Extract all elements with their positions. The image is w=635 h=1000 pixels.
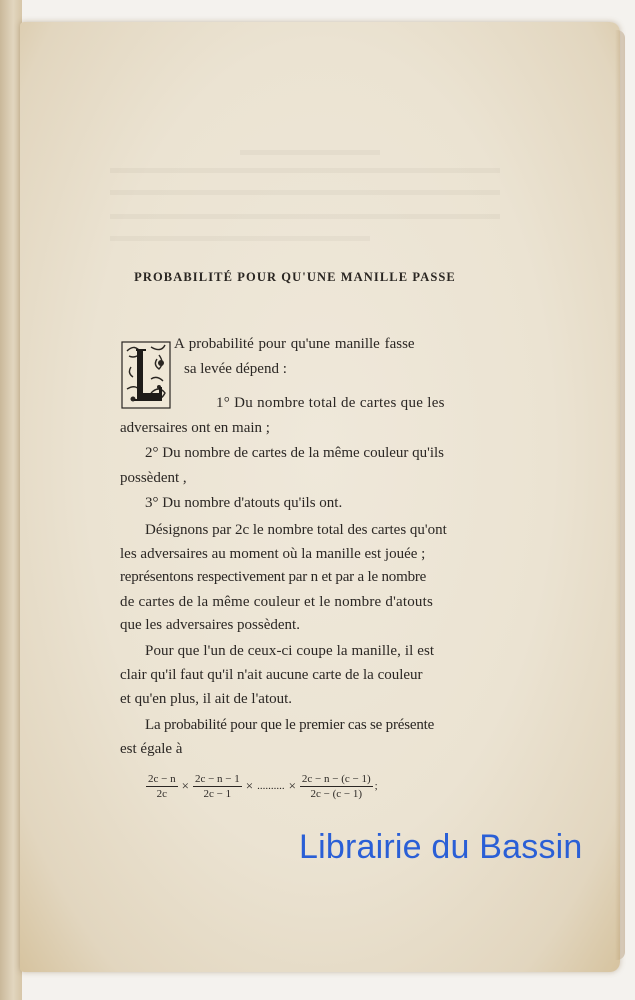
text-line: est égale à xyxy=(120,741,183,757)
text-line: que les adversaires possèdent. xyxy=(120,617,300,633)
ornamental-dropcap-l-icon xyxy=(121,341,171,409)
text-line: 1° Du nombre total de cartes que les xyxy=(216,395,445,411)
fraction xyxy=(146,773,178,800)
text-line: Pour que l'un de ceux-ci coupe la manille, il est xyxy=(145,643,435,659)
text-line: et qu'en plus, il ait de l'atout. xyxy=(120,691,293,707)
fraction-numerator: 2c − n − (c − 1) xyxy=(301,772,371,785)
fraction-denominator: 2c xyxy=(156,787,167,800)
fraction xyxy=(193,773,242,800)
fraction-numerator: 2c − n − 1 xyxy=(194,772,240,785)
show-through-line xyxy=(110,236,370,241)
book-spine xyxy=(0,0,22,1000)
page-edge-shadow xyxy=(615,30,625,960)
text-line: les adversaires au moment où la manille est jouée ; xyxy=(120,546,426,562)
text-line: sa levée dépend : xyxy=(184,361,287,377)
text-line: Désignons par 2c le nombre total des cartes qu'ont xyxy=(145,522,447,538)
text-line: adversaires ont en main ; xyxy=(120,420,270,436)
times-sign: × xyxy=(181,778,189,793)
fraction xyxy=(300,773,373,800)
times-sign: × xyxy=(245,778,254,793)
page-title: PROBABILITÉ POUR QU'UNE MANILLE PASSE xyxy=(134,270,456,284)
watermark-text: Librairie du Bassin xyxy=(299,828,583,866)
show-through-line xyxy=(240,150,380,155)
text-line: 2° Du nombre de cartes de la même couleur qu'ils xyxy=(145,445,445,461)
text-line: 3° Du nombre d'atouts qu'ils ont. xyxy=(145,495,343,511)
fraction-denominator: 2c − 1 xyxy=(203,787,232,800)
text-line: A probabilité pour qu'une manille fasse xyxy=(174,336,415,352)
show-through-line xyxy=(110,190,500,195)
formula-end: ; xyxy=(374,780,378,792)
text-line: représentons respectivement par n et par a le nombre xyxy=(120,569,427,585)
fraction-denominator: 2c − (c − 1) xyxy=(310,787,363,800)
text-line: possèdent , xyxy=(120,470,187,486)
fraction-numerator: 2c − n xyxy=(148,772,176,785)
text-line: clair qu'il faut qu'il n'ait aucune carte de la couleur xyxy=(120,667,423,683)
times-sign: × xyxy=(288,778,296,793)
probability-formula xyxy=(146,766,378,806)
show-through-line xyxy=(110,168,500,173)
ellipsis-dots: .......... xyxy=(257,780,285,792)
text-line: La probabilité pour que le premier cas se présente xyxy=(145,717,435,733)
show-through-line xyxy=(110,214,500,219)
text-line: de cartes de la même couleur et le nombre d'atouts xyxy=(120,594,433,610)
